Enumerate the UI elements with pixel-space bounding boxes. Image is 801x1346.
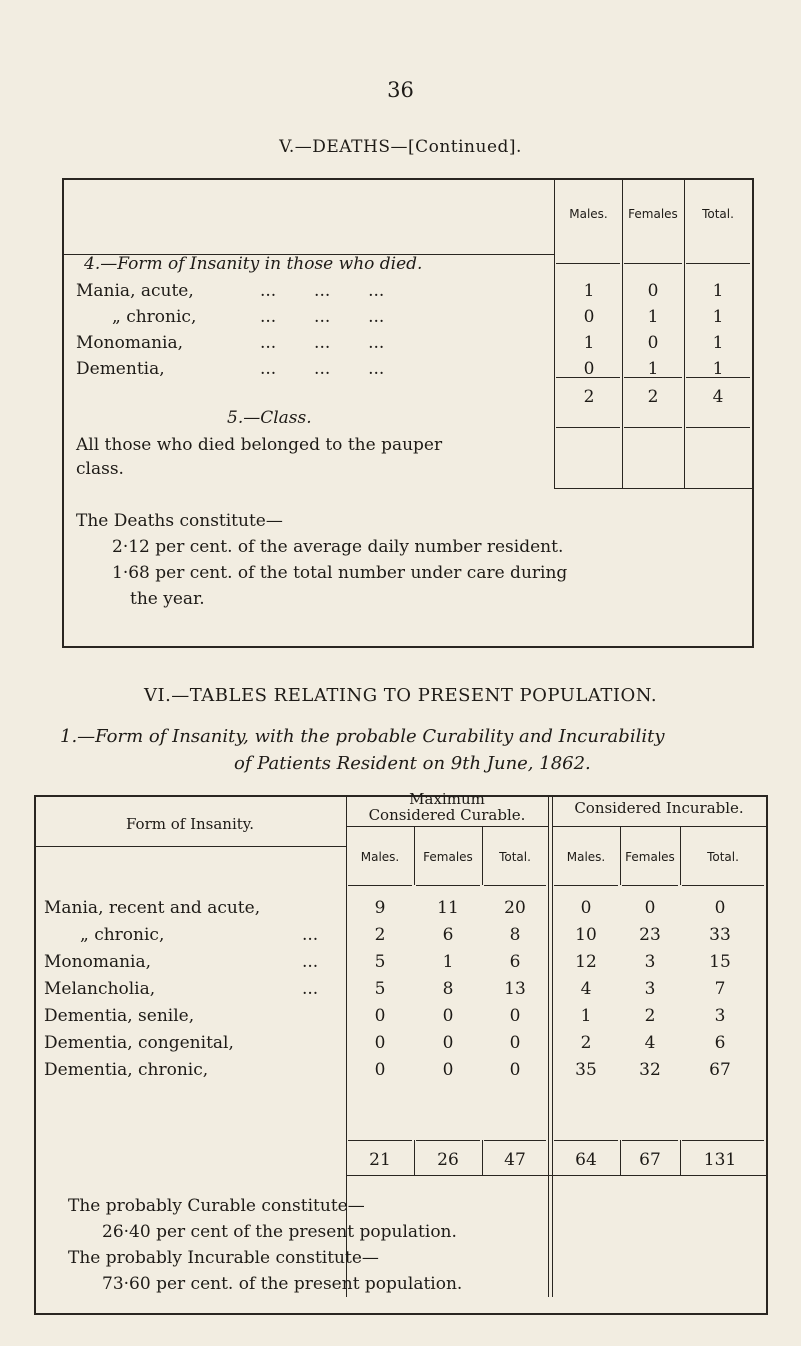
deaths-line3: the year. xyxy=(130,589,205,609)
table2-subhead-rule xyxy=(348,885,412,886)
table2-total-cell: 131 xyxy=(703,1150,737,1170)
table2-data-rule-620 xyxy=(620,1140,621,1175)
table2-cell: 35 xyxy=(575,1060,597,1080)
table2-subheader: Females xyxy=(625,850,675,864)
table1-total-cell: 2 xyxy=(583,387,595,407)
table2-cell: 0 xyxy=(374,1033,386,1053)
table2-row-label: Monomania, xyxy=(44,952,152,972)
table2-cell: 0 xyxy=(714,898,726,918)
table2-subhead-rule xyxy=(554,885,618,886)
table2-cell: 13 xyxy=(504,979,526,999)
table1-row-dots: ... ... ... xyxy=(260,307,385,327)
table1-row-dots: ... ... ... xyxy=(260,359,385,379)
table2-cell: 0 xyxy=(509,1060,521,1080)
table1-cell: 0 xyxy=(647,333,659,353)
table2-row-label: Mania, recent and acute, xyxy=(44,898,261,918)
table2-cell: 0 xyxy=(442,1060,454,1080)
table1-row-label: Mania, acute, xyxy=(76,281,194,301)
table1-class-rule-3 xyxy=(686,427,750,428)
table1-header-males: Males. xyxy=(569,207,608,221)
table1-total-rule-1 xyxy=(556,263,620,264)
table2-incurable-underline xyxy=(552,826,766,827)
table2-subheader: Total. xyxy=(499,850,531,864)
table1-right-rule xyxy=(752,178,754,648)
table2-cell: 2 xyxy=(580,1033,592,1053)
table2-note-line1: The probably Curable constitute— xyxy=(68,1196,365,1216)
table1-section4-title: 4.—Form of Insanity in those who died. xyxy=(84,254,423,274)
table2-cell: 1 xyxy=(442,952,454,972)
deaths-line2: 1·68 per cent. of the total number under care during xyxy=(112,563,568,583)
table2-sum-rule xyxy=(416,1140,480,1141)
table2-cell: 32 xyxy=(639,1060,661,1080)
table2-total-cell: 26 xyxy=(437,1150,459,1170)
table1-cell: 0 xyxy=(583,307,595,327)
table1-col-rule-1 xyxy=(554,178,555,488)
table2-cell: 1 xyxy=(580,1006,592,1026)
table1-header-total: Total. xyxy=(702,207,734,221)
table1-row-label: Dementia, xyxy=(76,359,165,379)
table2-row-dots: ... xyxy=(302,925,319,945)
table2-cell: 11 xyxy=(437,898,459,918)
table2-data-rule-482 xyxy=(482,1140,483,1175)
table1-cell: 1 xyxy=(647,359,659,379)
table2-cell: 8 xyxy=(442,979,454,999)
table2-cell: 0 xyxy=(644,898,656,918)
table1-col-rule-3 xyxy=(684,178,685,488)
table2-caption-line2: of Patients Resident on 9th June, 1862. xyxy=(234,753,591,774)
table1-cell: 1 xyxy=(583,333,595,353)
table1-cell: 0 xyxy=(583,359,595,379)
table2-subhead-rule xyxy=(682,885,764,886)
table2-bottom-rule xyxy=(34,1313,768,1315)
table2-cell: 12 xyxy=(575,952,597,972)
table2-cell: 33 xyxy=(709,925,731,945)
table2-curable-header-line2: Considered Curable. xyxy=(368,806,526,824)
section-v-heading: V.—DEATHS—[Continued]. xyxy=(279,137,522,157)
table2-cell: 67 xyxy=(709,1060,731,1080)
table2-total-cell: 64 xyxy=(575,1150,597,1170)
table1-cell: 1 xyxy=(712,333,724,353)
table2-right-rule xyxy=(766,795,768,1315)
table2-form-header: Form of Insanity. xyxy=(125,815,255,833)
table2-note-line4: 73·60 per cent. of the present population. xyxy=(102,1274,463,1294)
table1-row-label: Monomania, xyxy=(76,333,184,353)
table2-cell: 23 xyxy=(639,925,661,945)
table1-top-rule xyxy=(62,178,754,180)
table2-cell: 0 xyxy=(509,1006,521,1026)
table2-sum-rule xyxy=(348,1140,412,1141)
table2-cell: 7 xyxy=(714,979,726,999)
table2-cell: 6 xyxy=(442,925,454,945)
table2-cell: 9 xyxy=(374,898,386,918)
deaths-line1: 2·12 per cent. of the average daily number resident. xyxy=(112,537,564,557)
section-vi-heading: VI.—TABLES RELATING TO PRESENT POPULATION. xyxy=(143,685,658,706)
deaths-intro: The Deaths constitute— xyxy=(76,511,283,531)
table2-subheader: Males. xyxy=(566,850,606,864)
table1-total-rule-3 xyxy=(686,263,750,264)
table2-incurable-header: Considered Incurable. xyxy=(574,799,744,817)
table2-cell: 2 xyxy=(374,925,386,945)
table1-cell: 1 xyxy=(647,307,659,327)
table1-header-females: Females xyxy=(628,207,678,221)
table2-curable-header-line1: Maximum xyxy=(409,790,485,808)
page-number: 36 xyxy=(387,78,414,102)
table2-row-label: Dementia, congenital, xyxy=(44,1033,234,1053)
table2-cell: 8 xyxy=(509,925,521,945)
table2-curable-underline xyxy=(346,826,548,827)
table2-left-rule xyxy=(34,795,36,1315)
table1-cell: 1 xyxy=(583,281,595,301)
table1-class-line1: All those who died belonged to the pauper xyxy=(76,435,443,455)
table2-cell: 6 xyxy=(509,952,521,972)
table2-data-rule-414 xyxy=(414,1140,415,1175)
table1-total-cell: 2 xyxy=(647,387,659,407)
table1-class-rule-1 xyxy=(556,427,620,428)
table2-cell: 0 xyxy=(442,1006,454,1026)
table2-note-line2: 26·40 per cent of the present population. xyxy=(102,1222,457,1242)
table2-group-rule-a xyxy=(548,795,549,885)
table1-notes-divider xyxy=(554,488,754,489)
table2-header-underline xyxy=(34,846,346,847)
table2-cell: 15 xyxy=(709,952,731,972)
table2-row-label: „ chronic, xyxy=(80,925,165,945)
table2-row-label: Dementia, senile, xyxy=(44,1006,195,1026)
table2-cell: 0 xyxy=(374,1006,386,1026)
table2-data-rule-548 xyxy=(548,885,549,1297)
table1-section5-title: 5.—Class. xyxy=(227,408,312,428)
table2-subheader: Females xyxy=(423,850,473,864)
table2-subheader: Total. xyxy=(707,850,739,864)
table2-sum-rule xyxy=(554,1140,618,1141)
table1-row-label: „ chronic, xyxy=(112,307,197,327)
table2-subhead-rule xyxy=(622,885,678,886)
table2-row-dots: ... xyxy=(302,952,319,972)
table2-note-line3: The probably Incurable constitute— xyxy=(68,1248,379,1268)
table2-caption-line1: 1.—Form of Insanity, with the probable Curability and Incurability xyxy=(60,726,665,747)
table1-total-rule-2 xyxy=(624,263,682,264)
table1-cell: 1 xyxy=(712,359,724,379)
table2-data-rule-680 xyxy=(680,1140,681,1175)
table2-subheader: Males. xyxy=(360,850,400,864)
table2-cell: 5 xyxy=(374,979,386,999)
table1-cell: 1 xyxy=(712,281,724,301)
table2-subhead-rule xyxy=(416,885,480,886)
table1-bottom-rule xyxy=(62,646,754,648)
table1-class-rule-2 xyxy=(624,427,682,428)
table2-row-dots: ... xyxy=(302,979,319,999)
table1-left-rule xyxy=(62,178,64,648)
table1-cell: 0 xyxy=(647,281,659,301)
table1-class-line2: class. xyxy=(76,459,124,479)
table2-sum-rule xyxy=(622,1140,678,1141)
table2-sum-rule xyxy=(682,1140,764,1141)
table2-cell: 20 xyxy=(504,898,526,918)
table2-cell: 4 xyxy=(644,1033,656,1053)
table1-cell: 1 xyxy=(712,307,724,327)
table1-total-cell: 4 xyxy=(712,387,724,407)
table2-cell: 10 xyxy=(575,925,597,945)
table2-cell: 0 xyxy=(442,1033,454,1053)
table2-notes-divider xyxy=(346,1175,766,1176)
table2-cell: 3 xyxy=(644,952,656,972)
table2-row-label: Melancholia, xyxy=(44,979,156,999)
table1-row-dots: ... ... ... xyxy=(260,281,385,301)
table2-data-rule-552 xyxy=(552,885,553,1297)
table2-cell: 3 xyxy=(644,979,656,999)
table2-row-label: Dementia, chronic, xyxy=(44,1060,209,1080)
table2-cell: 0 xyxy=(509,1033,521,1053)
table2-subhead-rule xyxy=(484,885,546,886)
table2-sum-rule xyxy=(484,1140,546,1141)
table2-cell: 3 xyxy=(714,1006,726,1026)
table1-col-rule-2 xyxy=(622,178,623,488)
table2-cell: 2 xyxy=(644,1006,656,1026)
table2-cell: 0 xyxy=(580,898,592,918)
table2-total-cell: 47 xyxy=(504,1150,526,1170)
table2-cell: 0 xyxy=(374,1060,386,1080)
table2-cell: 4 xyxy=(580,979,592,999)
table2-total-cell: 21 xyxy=(369,1150,391,1170)
table2-cell: 5 xyxy=(374,952,386,972)
table1-row-dots: ... ... ... xyxy=(260,333,385,353)
table2-cell: 6 xyxy=(714,1033,726,1053)
table2-total-cell: 67 xyxy=(639,1150,661,1170)
